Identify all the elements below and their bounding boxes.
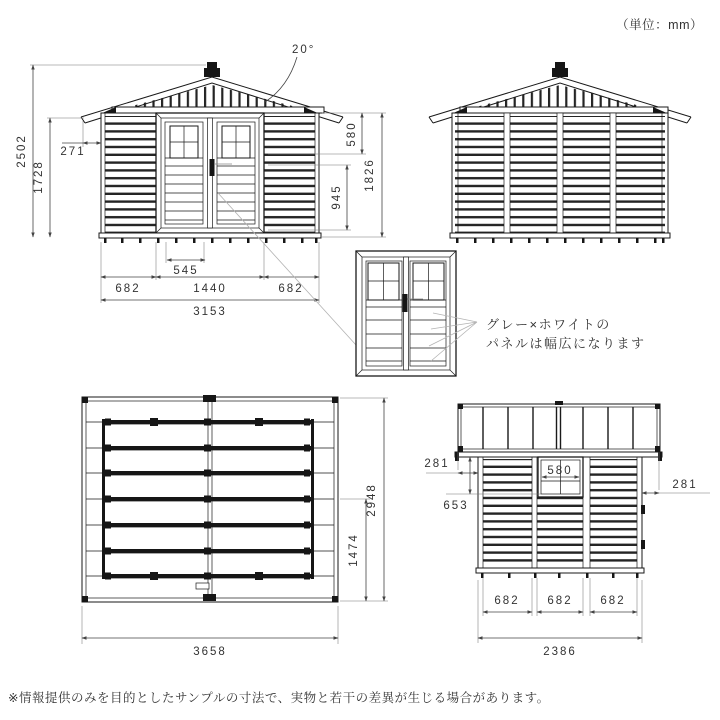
dim-front-left-panel: 682 xyxy=(115,283,141,295)
dim-front-door-leaf: 545 xyxy=(173,265,199,277)
dim-plan-depth: 2948 xyxy=(366,483,378,517)
panel-note-line2: パネルは幅広になります xyxy=(486,336,646,351)
side-base-rail xyxy=(450,233,670,238)
side-fascia xyxy=(460,107,668,113)
dim-back-panel-2: 682 xyxy=(547,595,573,607)
panel-note-line1: グレー×ホワイトの xyxy=(486,317,611,332)
dim-back-total-width: 2386 xyxy=(543,646,577,658)
dim-back-panel-3: 682 xyxy=(600,595,626,607)
front-fascia xyxy=(112,107,324,113)
roof-finial xyxy=(207,62,217,68)
side-elevation-view xyxy=(429,62,691,243)
dim-front-eave-height: 1728 xyxy=(33,160,45,194)
back-hinge-mark xyxy=(641,505,645,514)
roof-angle-label: 20° xyxy=(292,44,316,56)
front-elevation-view xyxy=(81,62,343,243)
back-hinge-mark xyxy=(641,540,645,549)
dim-back-right-overhang: 281 xyxy=(672,479,698,491)
side-feet xyxy=(456,238,665,243)
detail-door-handle xyxy=(403,294,408,312)
front-left-siding xyxy=(105,116,156,233)
back-feet xyxy=(481,573,639,578)
side-roof-finial xyxy=(555,62,565,68)
dim-back-window-width: 580 xyxy=(547,465,573,477)
dim-back-left-overhang: 281 xyxy=(424,458,450,470)
dim-plan-half-depth: 1474 xyxy=(348,533,360,567)
door-handle xyxy=(210,159,215,176)
floor-plan-view xyxy=(82,395,338,602)
dim-front-total-width: 3153 xyxy=(193,306,227,318)
dim-front-total-height: 2502 xyxy=(16,134,28,168)
dim-back-panel-1: 682 xyxy=(494,595,520,607)
side-dimensions xyxy=(364,113,382,237)
dim-side-wall-height: 1826 xyxy=(364,158,376,192)
front-right-siding xyxy=(264,116,315,233)
dim-plan-width: 3658 xyxy=(193,646,227,658)
dim-front-door-panel-height: 945 xyxy=(331,184,343,210)
dim-back-window-sill: 653 xyxy=(443,500,469,512)
back-roof-panel xyxy=(458,404,660,452)
back-eave-rail xyxy=(455,452,662,457)
dim-front-right-panel: 682 xyxy=(278,283,304,295)
dim-front-door-opening: 1440 xyxy=(193,283,227,295)
front-gable-stripes xyxy=(124,85,300,108)
front-base-rail xyxy=(99,233,321,238)
unit-note: （単位：mm） xyxy=(616,18,703,32)
dim-front-window-height: 580 xyxy=(346,121,358,147)
disclaimer-note: ※情報提供のみを目的としたサンプルの寸法で、実物と若干の差異が生じる場合があります。 xyxy=(8,691,550,705)
back-elevation-view xyxy=(455,401,662,578)
back-base-rail xyxy=(476,568,644,573)
front-double-door xyxy=(156,113,264,233)
side-gable-stripes xyxy=(472,85,648,108)
dim-front-overhang: 271 xyxy=(60,146,86,158)
front-feet xyxy=(104,238,318,243)
